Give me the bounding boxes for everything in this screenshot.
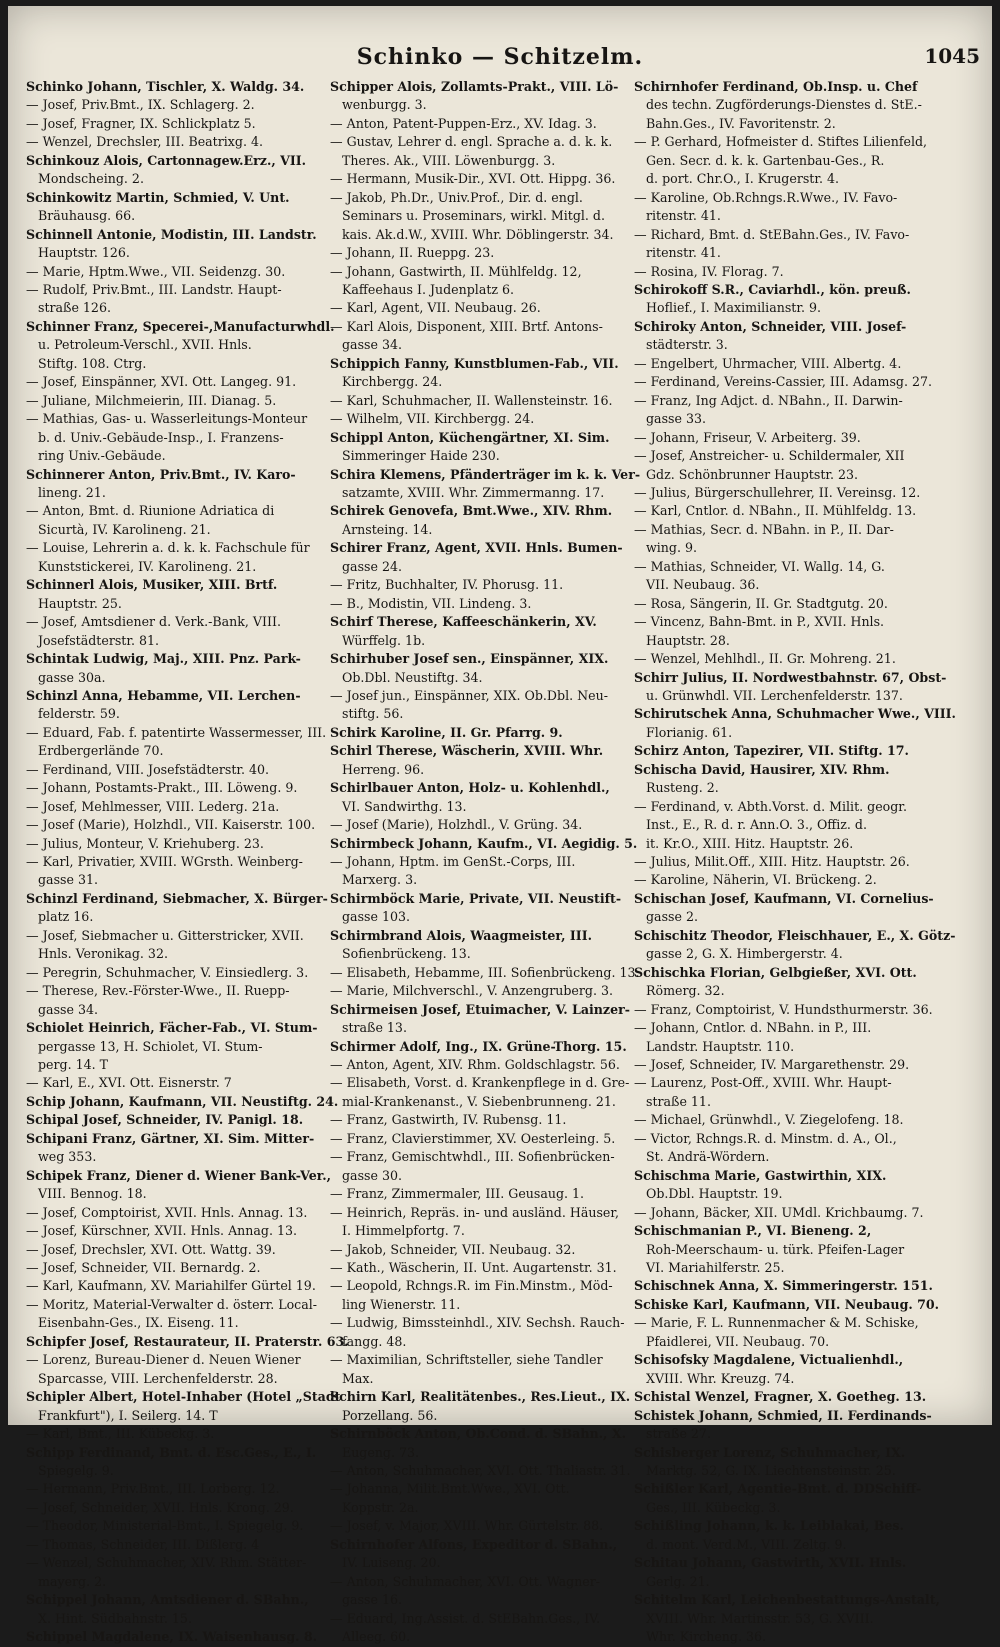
entry-headword-line: Schisofsky Magdalene, Victualienhdl., — [634, 1352, 904, 1368]
directory-page — [8, 6, 992, 1645]
entry-headword-line: Schirmbeck Johann, Kaufm., VI. Aegidig. 5. — [330, 835, 638, 851]
entry-line: — Ferdinand, Vereins-Cassier, III. Adamsg. 27. — [634, 374, 933, 390]
entry-line: weg 353. — [38, 1149, 97, 1165]
entry-line: Theres. Ak., VIII. Löwenburgg. 3. — [342, 152, 556, 168]
entry-line: — B., Modistin, VII. Lindeng. 3. — [330, 595, 532, 611]
entry-line: pergasse 13, H. Schiolet, VI. Stum- — [38, 1038, 263, 1054]
column-middle — [330, 78, 641, 1647]
entry-line: — Wenzel, Drechsler, III. Beatrixg. 4. — [26, 134, 263, 150]
entry-line: — Josef, Schneider, XVII. Hnls. Krong. 29. — [26, 1499, 294, 1515]
entry-line: Würffelg. 1b. — [342, 632, 426, 648]
entry-line: X. Hint. Südbahnstr. 15. — [38, 1610, 192, 1626]
entry-line: — Wilhelm, VII. Kirchbergg. 24. — [330, 411, 535, 427]
entry-line: Hoflief., I. Maximilianstr. 9. — [646, 300, 822, 316]
entry-line: VI. Sandwirthg. 13. — [342, 798, 467, 814]
entry-headword-line: Schiroky Anton, Schneider, VIII. Josef- — [634, 318, 907, 334]
entry-headword-line: Schischmanian P., VI. Bieneng. 2, — [634, 1223, 872, 1239]
entry-line: — Jakob, Ph.Dr., Univ.Prof., Dir. d. engl. — [330, 189, 583, 205]
entry-headword-line: Schirmeisen Josef, Etuimacher, V. Lainzer- — [330, 1001, 630, 1017]
entry-headword-line: Schistek Johann, Schmied, II. Ferdinands- — [634, 1407, 932, 1423]
entry-line: — Gustav, Lehrer d. engl. Sprache a. d. k. k. — [330, 134, 613, 150]
entry-line: Kaffeehaus I. Judenplatz 6. — [342, 281, 515, 297]
entry-line: Porzellang. 56. — [342, 1407, 438, 1423]
entry-line: straße 11. — [646, 1093, 711, 1109]
entry-headword-line: Schirr Julius, II. Nordwestbahnstr. 67, Obst- — [634, 669, 947, 685]
entry-headword-line: Schischka Florian, Gelbgießer, XVI. Ott. — [634, 964, 917, 980]
entry-line: — Rosina, IV. Florag. 7. — [634, 263, 784, 279]
entry-headword-line: Schistal Wenzel, Fragner, X. Goetheg. 13. — [634, 1389, 927, 1405]
entry-line: — Johann, Cntlor. d. NBahn. in P., III. — [634, 1020, 872, 1036]
entry-headword-line: Schißling Johann, k. k. Leiblakai, Bes. — [634, 1518, 904, 1534]
entry-line: d. port. Chr.O., I. Krugerstr. 4. — [646, 171, 840, 187]
entry-line: stiftg. 56. — [342, 706, 404, 722]
entry-line: Rusteng. 2. — [646, 780, 719, 796]
entry-line: — Karl, Kaufmann, XV. Mariahilfer Gürtel 19. — [26, 1278, 316, 1294]
entry-headword-line: Schipal Josef, Schneider, IV. Panigl. 18. — [26, 1112, 304, 1128]
entry-line: — Josef, Fragner, IX. Schlickplatz 5. — [26, 115, 256, 131]
entry-line: — Julius, Bürgerschullehrer, II. Vereinsg. 12. — [634, 484, 921, 500]
entry-line: Florianig. 61. — [646, 724, 733, 740]
entry-line: — Laurenz, Post-Off., XVIII. Whr. Haupt- — [634, 1075, 892, 1091]
entry-line: — Elisabeth, Hebamme, III. Sofienbrückeng. 13. — [330, 964, 640, 980]
entry-line: — Ludwig, Bimssteinhdl., XIV. Sechsh. Rauch- — [330, 1315, 625, 1331]
entry-line: — Wenzel, Schuhmacher, XIV. Rhm. Stätter- — [26, 1555, 307, 1571]
entry-line: — Johann, Gastwirth, II. Mühlfeldg. 12, — [330, 263, 582, 279]
entry-line: — Anton, Patent-Puppen-Erz., XV. Idag. 3. — [330, 115, 597, 131]
entry-line: — Mathias, Gas- u. Wasserleitungs-Monteur — [26, 411, 308, 427]
entry-headword-line: Schippl Anton, Küchengärtner, XI. Sim. — [330, 429, 610, 445]
entry-line: — Johann, Hptm. im GenSt.-Corps, III. — [330, 854, 576, 870]
entry-line: — P. Gerhard, Hofmeister d. Stiftes Lilienfeld, — [634, 134, 928, 150]
entry-line: Bräuhausg. 66. — [38, 208, 136, 224]
entry-headword-line: Schischma Marie, Gastwirthin, XIX. — [634, 1167, 887, 1183]
entry-line: gasse 2. — [646, 909, 698, 925]
entry-line: Roh-Meerschaum- u. türk. Pfeifen-Lager — [646, 1241, 905, 1257]
entry-line: — Franz, Ing Adjct. d. NBahn., II. Darwin- — [634, 392, 903, 408]
entry-headword-line: Schipani Franz, Gärtner, XI. Sim. Mitter- — [26, 1130, 315, 1146]
entry-line: u. Grünwhdl. VII. Lerchenfelderstr. 137. — [646, 687, 903, 703]
entry-line: — Fritz, Buchhalter, IV. Phorusg. 11. — [330, 577, 564, 593]
entry-headword-line: Schirnhofer Ferdinand, Ob.Insp. u. Chef — [634, 79, 918, 94]
entry-line: Kunststickerei, IV. Karolineng. 21. — [38, 558, 257, 574]
entry-headword-line: Schiske Karl, Kaufmann, VII. Neubaug. 70. — [634, 1296, 940, 1312]
entry-line: — Karl, Schuhmacher, II. Wallensteinstr. 16. — [330, 392, 613, 408]
entry-line: — Peregrin, Schuhmacher, V. Einsiedlerg. 3. — [26, 964, 309, 980]
entry-headword-line: Schinner Franz, Specerei-,Manufacturwhdl. — [26, 318, 335, 334]
entry-line: Sicurtà, IV. Karolineng. 21. — [38, 521, 211, 537]
entry-line: Erdbergerlände 70. — [38, 743, 164, 759]
entry-headword-line: Schinzl Anna, Hebamme, VII. Lerchen- — [26, 687, 301, 703]
entry-line: — Moritz, Material-Verwalter d. österr. Local- — [26, 1296, 318, 1312]
column-right — [634, 78, 956, 1647]
entry-line: — Josef, Comptoirist, XVII. Hnls. Annag. 13. — [26, 1204, 308, 1220]
entry-line: — Thomas, Schneider, III. Dißlerg. 4 — [26, 1536, 260, 1552]
entry-line: gasse 30a. — [38, 669, 106, 685]
entry-headword-line: Schirf Therese, Kaffeeschänkerin, XV. — [330, 614, 597, 630]
entry-line: Frankfurt"), I. Seilerg. 14. T — [38, 1407, 218, 1423]
entry-line: — Karl, E., XVI. Ott. Eisnerstr. 7 — [26, 1075, 232, 1091]
entry-line: Hauptstr. 25. — [38, 595, 122, 611]
entry-line: — Ferdinand, VIII. Josefstädterstr. 40. — [26, 761, 270, 777]
entry-line: — Kath., Wäscherin, II. Unt. Augartenstr. 31. — [330, 1260, 617, 1275]
entry-line: — Louise, Lehrerin a. d. k. k. Fachschule für — [26, 540, 310, 556]
page-header — [8, 40, 992, 80]
entry-line: — Wenzel, Mehlhdl., II. Gr. Mohreng. 21. — [634, 651, 896, 667]
entry-line: städterstr. 3. — [646, 337, 728, 353]
entry-headword-line: Schira Klemens, Pfänderträger im k. k. Ver- — [330, 466, 641, 482]
entry-line: — Lorenz, Bureau-Diener d. Neuen Wiener — [26, 1352, 301, 1368]
entry-line: — Mathias, Schneider, VI. Wallg. 14, G. — [634, 558, 885, 574]
entry-line: — Franz, Clavierstimmer, XV. Oesterleing. 5. — [330, 1130, 616, 1146]
entry-headword-line: Schitelm Karl, Leichenbestattungs-Anstalt, — [634, 1592, 940, 1608]
entry-headword-line: Schischitz Theodor, Fleischhauer, E., X. Götz- — [634, 927, 956, 943]
entry-line: — Jakob, Schneider, VII. Neubaug. 32. — [330, 1241, 576, 1257]
entry-line: Koppstr. 2a. — [342, 1499, 419, 1515]
entry-line: — Karl, Agent, VII. Neubaug. 26. — [330, 300, 541, 316]
entry-line: ring Univ.-Gebäude. — [38, 448, 166, 464]
entry-line: ling Wienerstr. 11. — [342, 1296, 461, 1312]
entry-line: — Leopold, Rchngs.R. im Fin.Minstm., Möd- — [330, 1278, 613, 1294]
entry-line: — Anton, Agent, XIV. Rhm. Goldschlagstr. 56. — [330, 1057, 620, 1073]
entry-headword-line: Schippel Johann, Amtsdiener d. SBahn., — [26, 1592, 309, 1608]
entry-line: Hauptstr. 126. — [38, 245, 130, 261]
entry-line: — Josef (Marie), Holzhdl., V. Grüng. 34. — [330, 817, 583, 833]
entry-line: Arnsteing. 14. — [342, 521, 433, 537]
entry-line: — Josef, Mehlmesser, VIII. Lederg. 21a. — [26, 798, 280, 814]
entry-line: — Therese, Rev.-Förster-Wwe., II. Ruepp- — [26, 983, 290, 999]
entry-line: — Rudolf, Priv.Bmt., III. Landstr. Haupt- — [26, 281, 282, 297]
entry-headword-line: Schirutschek Anna, Schuhmacher Wwe., VIII. — [634, 706, 956, 722]
entry-line: Kirchbergg. 24. — [342, 374, 443, 390]
entry-line: — Anton, Bmt. d. Riunione Adriatica di — [26, 503, 275, 519]
entry-line: des techn. Zugförderungs-Dienstes d. StE.- — [646, 97, 922, 113]
entry-headword-line: Schip Johann, Kaufmann, VII. Neustiftg. 24. — [26, 1093, 339, 1109]
entry-line: wing. 9. — [646, 540, 698, 556]
entry-line: St. Andrä-Wördern. — [646, 1149, 770, 1165]
entry-headword-line: Schipper Alois, Zollamts-Prakt., VIII. Lö- — [330, 79, 619, 94]
entry-line: Eugeng. 73. — [342, 1444, 420, 1460]
entry-line: VI. Mariahilferstr. 25. — [646, 1260, 785, 1275]
entry-headword-line: Schitau Johann, Gastwirth, XVII. Hnls. — [634, 1555, 907, 1571]
entry-line: mayerg. 2. — [38, 1573, 107, 1589]
entry-line: Ob.Dbl. Neustiftg. 34. — [342, 669, 483, 685]
entry-line: Landstr. Hauptstr. 110. — [646, 1038, 795, 1054]
page-number: 1045 — [924, 44, 980, 68]
entry-line: Gdz. Schönbrunner Hauptstr. 23. — [646, 466, 859, 482]
entry-line: it. Kr.O., XIII. Hitz. Hauptstr. 26. — [646, 835, 854, 851]
entry-line: straße 126. — [38, 300, 111, 316]
entry-headword-line: Schiolet Heinrich, Fächer-Fab., VI. Stum- — [26, 1020, 318, 1036]
entry-line: — Josef, Schneider, IV. Margarethenstr. 29. — [634, 1057, 910, 1073]
entry-line: — Josef, Siebmacher u. Gitterstricker, XVII. — [26, 927, 304, 943]
entry-line: — Josef, Amtsdiener d. Verk.-Bank, VIII. — [26, 614, 281, 630]
entry-line: — Julius, Monteur, V. Kriehuberg. 23. — [26, 835, 264, 851]
entry-headword-line: Schinnerer Anton, Priv.Bmt., IV. Karo- — [26, 466, 296, 482]
running-head: Schinko — Schitzelm. — [356, 44, 644, 70]
entry-line: platz 16. — [38, 909, 94, 925]
entry-line: satzamte, XVIII. Whr. Zimmermanng. 17. — [342, 484, 605, 500]
entry-line: — Juliane, Milchmeierin, III. Dianag. 5. — [26, 392, 277, 408]
entry-line: Bahn.Ges., IV. Favoritenstr. 2. — [646, 115, 836, 131]
entry-line: — Hermann, Priv.Bmt., III. Lorberg. 12. — [26, 1481, 280, 1497]
entry-headword-line: Schintak Ludwig, Maj., XIII. Pnz. Park- — [26, 651, 301, 667]
entry-line: b. d. Univ.-Gebäude-Insp., I. Franzens- — [38, 429, 284, 445]
entry-line: IV. Luiseng. 20. — [342, 1555, 441, 1571]
entry-headword-line: Schirmbrand Alois, Waagmeister, III. — [330, 927, 592, 943]
entry-line: — Karl Alois, Disponent, XIII. Brtf. Antons- — [330, 318, 603, 334]
entry-line: perg. 14. T — [38, 1057, 109, 1073]
entry-line: — Johann, Friseur, V. Arbeiterg. 39. — [634, 429, 861, 445]
entry-line: — Michael, Grünwhdl., V. Ziegelofeng. 18. — [634, 1112, 904, 1128]
entry-headword-line: Schirk Karoline, II. Gr. Pfarrg. 9. — [330, 724, 563, 740]
entry-line: Hauptstr. 28. — [646, 632, 730, 648]
entry-line: Whr. Kircheng. 36. — [646, 1629, 766, 1645]
entry-line: — Victor, Rchngs.R. d. Minstm. d. A., Ol., — [634, 1130, 897, 1146]
entry-line: — Julius, Milit.Off., XIII. Hitz. Hauptstr. 26. — [634, 854, 910, 870]
entry-line: — Johann, II. Rueppg. 23. — [330, 245, 495, 261]
entry-line: straße 27. — [646, 1426, 711, 1442]
entry-line: d. mont. Verd.M., VIII. Zeltg. 9. — [646, 1536, 847, 1552]
entry-line: Sofienbrückeng. 13. — [342, 946, 471, 962]
entry-headword-line: Schirokoff S.R., Caviarhdl., kön. preuß. — [634, 281, 911, 297]
entry-line: Sparcasse, VIII. Lerchenfelderstr. 28. — [38, 1370, 278, 1386]
entry-line: Herreng. 96. — [342, 761, 425, 777]
entry-line: XVIII. Whr. Martinsstr. 53, G. XVIII. — [646, 1610, 874, 1626]
entry-line: — Karl, Cntlor. d. NBahn., II. Mühlfeldg. 13. — [634, 503, 917, 519]
entry-line: — Karl, Privatier, XVIII. WGrsth. Weinberg- — [26, 854, 303, 870]
entry-line: VIII. Bennog. 18. — [38, 1186, 147, 1202]
entry-line: — Karl, Bmt., III. Kübeckg. 3. — [26, 1426, 215, 1442]
entry-headword-line: Schirer Franz, Agent, XVII. Hnls. Bumen- — [330, 540, 623, 556]
entry-line: I. Himmelpfortg. 7. — [342, 1223, 465, 1239]
entry-line: Römerg. 32. — [646, 983, 725, 999]
entry-headword-line: Schirek Genovefa, Bmt.Wwe., XIV. Rhm. — [330, 503, 613, 519]
entry-line: — Anton, Schuhmacher, XVI. Ott. Wagner- — [330, 1573, 601, 1589]
entry-line: — Franz, Comptoirist, V. Hundsthurmerstr. 36. — [634, 1001, 933, 1017]
entry-line: VII. Neubaug. 36. — [646, 577, 760, 593]
entry-line: — Josef, Einspänner, XVI. Ott. Langeg. 91. — [26, 374, 297, 390]
entry-line: — Johanna, Milit.Bmt.Wwe., XVI. Ott. — [330, 1481, 570, 1497]
entry-line: — Theodor, Ministerial-Bmt., I. Spiegelg. 9. — [26, 1518, 304, 1534]
entry-headword-line: Schippel Magdalene, IX. Waisenhausg. 8. — [26, 1629, 318, 1645]
entry-line: Alleeg. 60. — [342, 1629, 411, 1645]
entry-line: lineng. 21. — [38, 484, 106, 500]
entry-line: gasse 103. — [342, 909, 410, 925]
entry-headword-line: Schisberger Lorenz, Schuhmacher, IX. — [634, 1444, 906, 1460]
entry-headword-line: Schißler Karl, Agentie-Bmt. d. DDSchiff- — [634, 1481, 922, 1497]
entry-line: — Marie, F. L. Runnenmacher & M. Schiske, — [634, 1315, 919, 1331]
entry-line: Max. — [342, 1370, 374, 1386]
entry-headword-line: Schipfer Josef, Restaurateur, II. Praterstr. 63. — [26, 1333, 349, 1349]
entry-line: Simmeringer Haide 230. — [342, 448, 500, 464]
entry-line: — Johann, Postamts-Prakt., III. Löweng. 9. — [26, 780, 298, 796]
entry-line: Seminars u. Proseminars, wirkl. Mitgl. d. — [342, 208, 605, 224]
entry-headword-line: Schischnek Anna, X. Simmeringerstr. 151. — [634, 1278, 933, 1294]
entry-line: gasse 2, G. X. Himbergerstr. 4. — [646, 946, 843, 962]
entry-line: — Karoline, Näherin, VI. Brückeng. 2. — [634, 872, 877, 888]
entry-headword-line: Schinnell Antonie, Modistin, III. Landstr. — [26, 226, 317, 242]
entry-line: — Josef, Schneider, VII. Bernardg. 2. — [26, 1260, 261, 1275]
entry-line: Ges., III. Kübeckg. 3. — [646, 1499, 781, 1515]
entry-headword-line: Schinkowitz Martin, Schmied, V. Unt. — [26, 189, 290, 205]
entry-line: Gerlg. 21. — [646, 1573, 710, 1589]
entry-line: Marxerg. 3. — [342, 872, 418, 888]
entry-line: — Johann, Bäcker, XII. UMdl. Krichbaumg. 7. — [634, 1204, 924, 1220]
entry-line: — Marie, Hptm.Wwe., VII. Seidenzg. 30. — [26, 263, 286, 279]
entry-line: — Josef, Anstreicher- u. Schildermaler, XII — [634, 448, 905, 464]
entry-line: — Ferdinand, v. Abth.Vorst. d. Milit. geogr. — [634, 798, 907, 814]
entry-line: — Eduard, Fab. f. patentirte Wassermesser, III. — [26, 724, 327, 740]
entry-line: — Josef jun., Einspänner, XIX. Ob.Dbl. Neu- — [330, 687, 608, 703]
column-left — [26, 78, 349, 1647]
entry-line: — Franz, Gemischtwhdl., III. Sofienbrücken- — [330, 1149, 615, 1165]
entry-line: — Marie, Milchverschl., V. Anzengruberg. 3. — [330, 983, 613, 999]
entry-headword-line: Schirmböck Marie, Private, VII. Neustift- — [330, 890, 622, 906]
entry-line: Marktg. 52, G. IX. Liechtensteinstr. 25. — [646, 1462, 896, 1478]
entry-line: gasse 30. — [342, 1167, 402, 1183]
entry-line: Stiftg. 108. Ctrg. — [38, 355, 147, 371]
entry-line: Hnls. Veronikag. 32. — [38, 946, 168, 962]
entry-headword-line: Schirn Karl, Realitätenbes., Res.Lieut., IX. — [330, 1389, 631, 1405]
entry-line: — Josef, Drechsler, XVI. Ott. Wattg. 39. — [26, 1241, 276, 1257]
entry-line: Gen. Secr. d. k. k. Gartenbau-Ges., R. — [646, 152, 885, 168]
entry-headword-line: Schinkouz Alois, Cartonnagew.Erz., VII. — [26, 152, 307, 168]
entry-line: Eisenbahn-Ges., IX. Eiseng. 11. — [38, 1315, 239, 1331]
entry-line: — Josef (Marie), Holzhdl., VII. Kaiserstr. 100. — [26, 817, 316, 833]
entry-headword-line: Schippich Fanny, Kunstblumen-Fab., VII. — [330, 355, 619, 371]
entry-headword-line: Schirmer Adolf, Ing., IX. Grüne-Thorg. 15. — [330, 1038, 627, 1054]
entry-line: ritenstr. 41. — [646, 208, 721, 224]
entry-line: wenburgg. 3. — [342, 97, 427, 113]
entry-headword-line: Schirz Anton, Tapezirer, VII. Stiftg. 17. — [634, 743, 909, 759]
entry-headword-line: Schinzl Ferdinand, Siebmacher, X. Bürger- — [26, 890, 328, 906]
entry-line: mial-Krankenanst., V. Siebenbrunneng. 21. — [342, 1093, 616, 1109]
entry-line: XVIII. Whr. Kreuzg. 74. — [646, 1370, 795, 1386]
entry-headword-line: Schipler Albert, Hotel-Inhaber (Hotel „Stadt — [26, 1389, 341, 1405]
entry-line: gasse 24. — [342, 558, 402, 574]
entry-headword-line: Schipp Ferdinand, Bmt. d. Esc.Ges., E., I. — [26, 1444, 317, 1460]
entry-line: gasse 31. — [38, 872, 98, 888]
entry-line: — Franz, Zimmermaler, III. Geusaug. 1. — [330, 1186, 585, 1202]
entry-line: — Josef, Priv.Bmt., IX. Schlagerg. 2. — [26, 97, 255, 113]
entry-line: — Richard, Bmt. d. StEBahn.Ges., IV. Favo- — [634, 226, 910, 242]
entry-line: — Heinrich, Repräs. in- und ausländ. Häuser, — [330, 1204, 620, 1220]
entry-line: Inst., E., R. d. r. Ann.O. 3., Offiz. d. — [646, 817, 867, 833]
entry-headword-line: Schirnböck Anton, Ob.Cond. d. SBahn., X. — [330, 1426, 626, 1442]
entry-headword-line: Schirl Therese, Wäscherin, XVIII. Whr. — [330, 743, 604, 759]
entry-line: — Rosa, Sängerin, II. Gr. Stadtgutg. 20. — [634, 595, 888, 611]
entry-line: — Maximilian, Schriftsteller, siehe Tandler — [330, 1352, 603, 1368]
entry-line: — Vincenz, Bahn-Bmt. in P., XVII. Hnls. — [634, 614, 885, 630]
entry-headword-line: Schischan Josef, Kaufmann, VI. Cornelius- — [634, 890, 934, 906]
entry-headword-line: Schinko Johann, Tischler, X. Waldg. 34. — [26, 79, 305, 94]
entry-line: Josefstädterstr. 81. — [38, 632, 160, 648]
entry-line: gasse 34. — [38, 1001, 98, 1017]
entry-line: — Engelbert, Uhrmacher, VIII. Albertg. 4. — [634, 355, 902, 371]
entry-headword-line: Schipek Franz, Diener d. Wiener Bank-Ver., — [26, 1167, 331, 1183]
entry-line: — Eduard, Ing.Assist. d. StEBahn.Ges., IV. — [330, 1610, 601, 1626]
entry-line: — Mathias, Secr. d. NBahn. in P., II. Dar- — [634, 521, 894, 537]
entry-line: kais. Ak.d.W., XVIII. Whr. Döblingerstr. 34. — [342, 226, 614, 242]
entry-headword-line: Schinnerl Alois, Musiker, XIII. Brtf. — [26, 577, 278, 593]
entry-line: gasse 16. — [342, 1592, 402, 1608]
entry-line: felderstr. 59. — [38, 706, 120, 722]
entry-line: — Karoline, Ob.Rchngs.R.Wwe., IV. Favo- — [634, 189, 898, 205]
entry-line: fangg. 48. — [342, 1333, 407, 1349]
entry-line: — Elisabeth, Vorst. d. Krankenpflege in d. Gre- — [330, 1075, 630, 1091]
entry-line: Ob.Dbl. Hauptstr. 19. — [646, 1186, 783, 1202]
entry-headword-line: Schirlbauer Anton, Holz- u. Kohlenhdl., — [330, 780, 610, 796]
entry-line: straße 13. — [342, 1020, 407, 1036]
entry-line: ritenstr. 41. — [646, 245, 721, 261]
entry-headword-line: Schischa David, Hausirer, XIV. Rhm. — [634, 761, 890, 777]
entry-line: — Franz, Gastwirth, IV. Rubensg. 11. — [330, 1112, 567, 1128]
entry-line: — Anton, Schuhmacher, XVI. Ott. Thaliastr. 31. — [330, 1462, 631, 1478]
entry-line: — Hermann, Musik-Dir., XVI. Ott. Hippg. 36. — [330, 171, 616, 187]
entry-line: Spiegelg. 9. — [38, 1462, 114, 1478]
entry-line: — Josef, Kürschner, XVII. Hnls. Annag. 13. — [26, 1223, 297, 1239]
entry-line: Pfaidlerei, VII. Neubaug. 70. — [646, 1333, 830, 1349]
entry-line: gasse 34. — [342, 337, 402, 353]
entry-line: gasse 33. — [646, 411, 706, 427]
entry-line: Mondscheing. 2. — [38, 171, 144, 187]
entry-headword-line: Schirnhofer Alfons, Expeditor d. SBahn., — [330, 1536, 618, 1552]
entry-headword-line: Schirhuber Josef sen., Einspänner, XIX. — [330, 651, 609, 667]
entry-line: — Josef, v. Major, XVIII. Whr. Gürtelstr. 88. — [330, 1518, 604, 1534]
entry-line: u. Petroleum-Verschl., XVII. Hnls. — [38, 337, 252, 353]
